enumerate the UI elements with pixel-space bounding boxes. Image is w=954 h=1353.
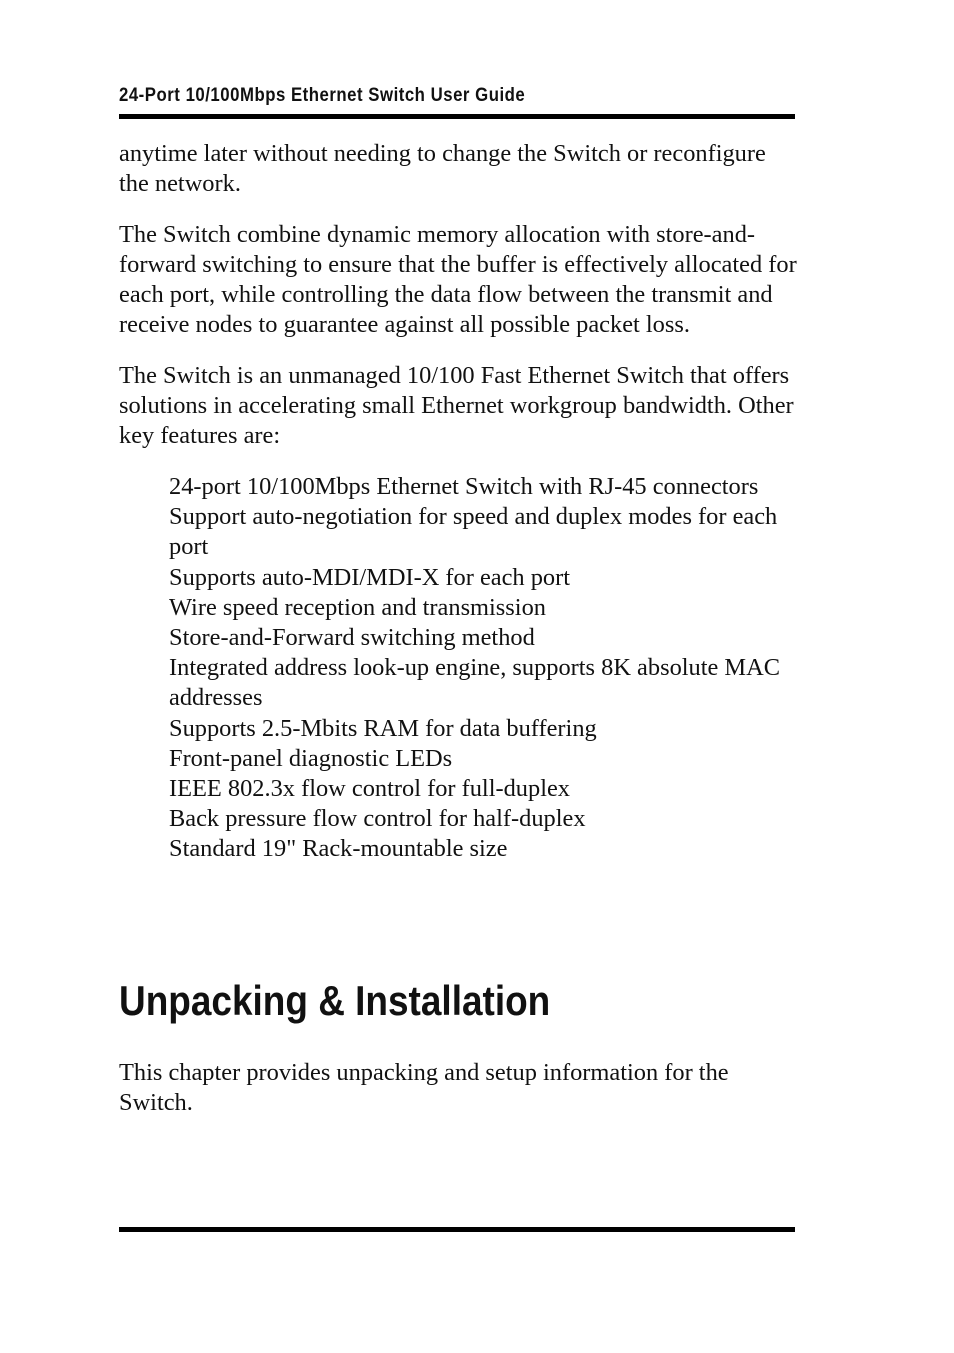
feature-item: Back pressure flow control for half-duplex [169,805,586,833]
paragraph-memory-allocation: The Switch combine dynamic memory allocation with store-and-forward switching to ensure that the buffer is effectively allocated for each port, while controlling the data flow between the transmit and receive nodes to guarantee against all possible packet loss. [119,220,797,339]
section-body: This chapter provides unpacking and setup information for the Switch. [119,1059,729,1117]
feature-item: IEEE 802.3x flow control for full-duplex [169,775,570,803]
feature-item: Store-and-Forward switching method [169,624,535,652]
feature-item: Supports auto-MDI/MDI-X for each port [169,563,571,591]
feature-list [119,472,799,865]
feature-item: Support auto-negotiation for speed and duplex modes for each port [169,503,778,561]
feature-item: Wire speed reception and transmission [169,593,546,621]
section-title: Unpacking & Installation [119,977,551,1024]
running-header: 24-Port 10/100Mbps Ethernet Switch User Guide [119,84,526,106]
paragraph-key-features-intro: The Switch is an unmanaged 10/100 Fast Ethernet Switch that offers solutions in accelerating small Ethernet workgroup bandwidth. Other key features are: [119,362,794,450]
body-text [119,139,799,865]
feature-item: 24-port 10/100Mbps Ethernet Switch with RJ-45 connectors [169,473,759,500]
feature-item: Front-panel diagnostic LEDs [169,744,453,772]
paragraph-continuation: anytime later without needing to change the Switch or reconfigure the network. [119,140,766,198]
feature-item: Supports 2.5-Mbits RAM for data buffering [169,714,597,742]
header-rule [119,114,795,119]
feature-item: Integrated address look-up engine, supports 8K absolute MAC addresses [169,654,781,712]
document-page [119,0,795,1353]
footer-rule [119,1227,795,1232]
feature-item: Standard 19" Rack-mountable size [169,835,508,863]
